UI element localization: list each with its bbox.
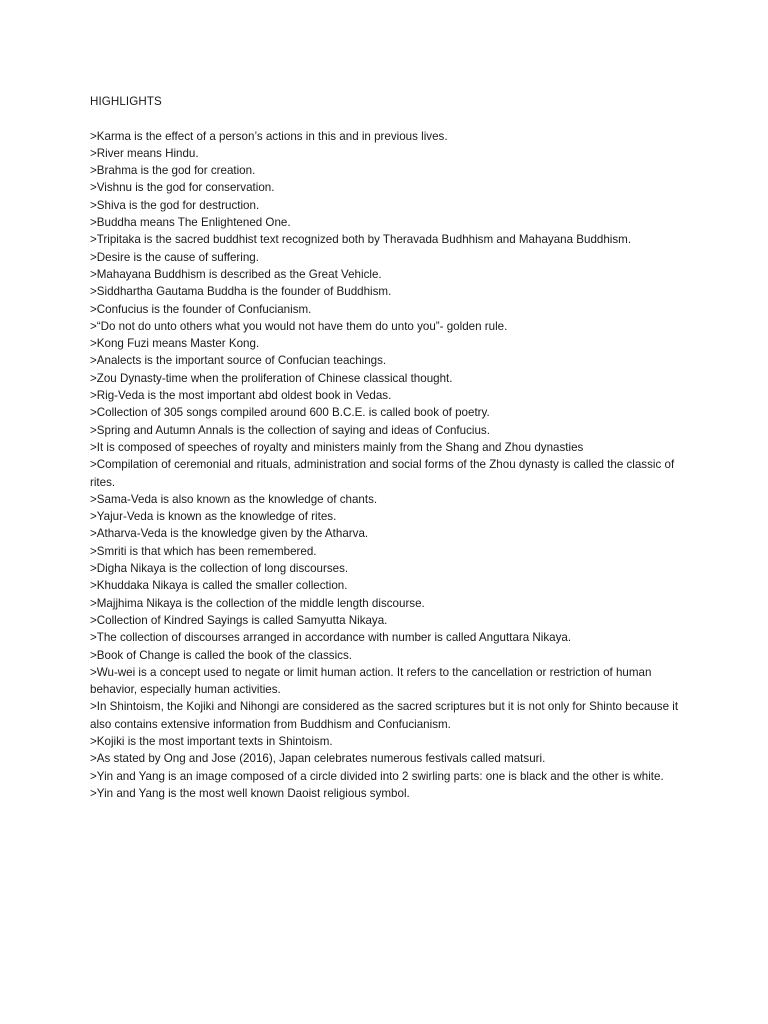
list-item: >Yin and Yang is an image composed of a circle divided into 2 swirling parts: one is black and the other is white. bbox=[90, 769, 664, 783]
list-item: >Collection of Kindred Sayings is called Samyutta Nikaya. bbox=[90, 613, 388, 627]
list-item: >In Shintoism, the Kojiki and Nihongi are considered as the sacred scriptures but it is not only for Shinto because it also contains extensive information from Buddhism and Confucianism. bbox=[90, 700, 679, 731]
list-item: >Compilation of ceremonial and rituals, administration and social forms of the Zhou dynasty is called the classic of rites. bbox=[90, 458, 675, 489]
list-item: >Tripitaka is the sacred buddhist text recognized both by Theravada Budhhism and Mahayana Buddhism. bbox=[90, 233, 632, 247]
list-item: >Yajur-Veda is known as the knowledge of rites. bbox=[90, 510, 337, 524]
list-item: >Majjhima Nikaya is the collection of the middle length discourse. bbox=[90, 596, 425, 610]
list-item: >Kong Fuzi means Master Kong. bbox=[90, 337, 260, 351]
list-item: >Khuddaka Nikaya is called the smaller collection. bbox=[90, 579, 348, 593]
highlights-list bbox=[90, 128, 690, 803]
list-item: >Desire is the cause of suffering. bbox=[90, 250, 259, 264]
list-item: >Brahma is the god for creation. bbox=[90, 164, 256, 178]
list-item: >Shiva is the god for destruction. bbox=[90, 198, 260, 212]
list-item: >Atharva-Veda is the knowledge given by the Atharva. bbox=[90, 527, 369, 541]
list-item: >Yin and Yang is the most well known Daoist religious symbol. bbox=[90, 786, 410, 800]
list-item: >Sama-Veda is also known as the knowledge of chants. bbox=[90, 492, 378, 506]
list-item: >Collection of 305 songs compiled around 600 B.C.E. is called book of poetry. bbox=[90, 406, 490, 420]
list-item: >Digha Nikaya is the collection of long discourses. bbox=[90, 562, 349, 576]
document-content bbox=[90, 93, 690, 802]
document-heading: HIGHLIGHTS bbox=[90, 95, 162, 108]
list-item: >Kojiki is the most important texts in Shintoism. bbox=[90, 734, 333, 748]
list-item: >As stated by Ong and Jose (2016), Japan celebrates numerous festivals called matsuri. bbox=[90, 752, 546, 766]
list-item: >Zou Dynasty-time when the proliferation of Chinese classical thought. bbox=[90, 371, 453, 385]
list-item: >Wu-wei is a concept used to negate or limit human action. It refers to the cancellation or restriction of human behavior, especially human activities. bbox=[90, 665, 652, 697]
list-item: >Vishnu is the god for conservation. bbox=[90, 181, 275, 195]
list-item: >Analects is the important source of Confucian teachings. bbox=[90, 354, 387, 368]
list-item: >“Do not do unto others what you would not have them do unto you”- golden rule. bbox=[90, 319, 508, 333]
list-item: >Smriti is that which has been remembered. bbox=[90, 544, 317, 558]
list-item: >River means Hindu. bbox=[90, 146, 199, 160]
list-item: >Mahayana Buddhism is described as the Great Vehicle. bbox=[90, 267, 382, 281]
list-item: >Buddha means The Enlightened One. bbox=[90, 216, 291, 230]
list-item: >Rig-Veda is the most important abd oldest book in Vedas. bbox=[90, 389, 392, 403]
list-item: >Confucius is the founder of Confucianism. bbox=[90, 302, 312, 316]
list-item: >It is composed of speeches of royalty and ministers mainly from the Shang and Zhou dynasties bbox=[90, 440, 584, 454]
list-item: >Karma is the effect of a person’s actions in this and in previous lives. bbox=[90, 129, 448, 143]
list-item: >The collection of discourses arranged in accordance with number is called Anguttara Nikaya. bbox=[90, 631, 572, 645]
list-item: >Siddhartha Gautama Buddha is the founder of Buddhism. bbox=[90, 285, 392, 299]
list-item: >Spring and Autumn Annals is the collection of saying and ideas of Confucius. bbox=[90, 423, 490, 437]
list-item: >Book of Change is called the book of the classics. bbox=[90, 648, 352, 662]
